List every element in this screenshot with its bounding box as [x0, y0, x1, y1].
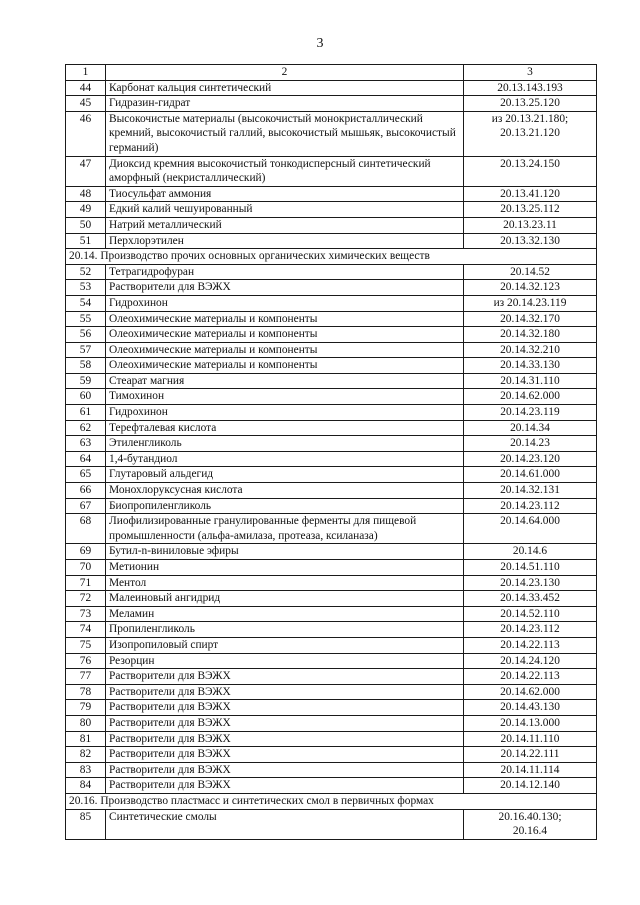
product-name: Перхлорэтилен — [106, 233, 464, 249]
okpd-code — [464, 311, 597, 327]
okpd-code-line: 20.14.32.210 — [500, 343, 560, 356]
okpd-code — [464, 156, 597, 186]
okpd-code-line: 20.14.32.123 — [500, 281, 560, 294]
okpd-code — [464, 715, 597, 731]
row-number: 60 — [66, 389, 106, 405]
table-row — [66, 637, 597, 653]
okpd-code-line: 20.16.40.130; — [498, 810, 562, 823]
okpd-code — [464, 111, 597, 156]
okpd-code — [464, 778, 597, 794]
row-number: 47 — [66, 156, 106, 186]
okpd-code — [464, 700, 597, 716]
table-row — [66, 295, 597, 311]
okpd-code — [464, 591, 597, 607]
product-name: Меламин — [106, 606, 464, 622]
product-name: Олеохимические материалы и компоненты — [106, 327, 464, 343]
okpd-code-line: 20.14.23 — [510, 437, 550, 450]
row-number: 73 — [66, 606, 106, 622]
product-name: Растворители для ВЭЖХ — [106, 684, 464, 700]
product-name: Высокочистые материалы (высокочистый монокристаллический кремний, высокочистый галлий, высокочистый мышьяк, высокочистый германий) — [106, 111, 464, 156]
okpd-code — [464, 96, 597, 112]
okpd-code-line: 20.14.23.112 — [500, 499, 560, 512]
table-row — [66, 684, 597, 700]
row-number: 58 — [66, 358, 106, 374]
table-row — [66, 514, 597, 544]
okpd-code — [464, 186, 597, 202]
table-row — [66, 436, 597, 452]
product-name: Синтетические смолы — [106, 809, 464, 839]
table-row — [66, 606, 597, 622]
okpd-code — [464, 575, 597, 591]
okpd-code-line: 20.14.23.119 — [500, 406, 560, 419]
table-row — [66, 202, 597, 218]
product-name: Олеохимические материалы и компоненты — [106, 342, 464, 358]
product-name: Тетрагидрофуран — [106, 264, 464, 280]
row-number: 82 — [66, 747, 106, 763]
okpd-code-line: 20.16.4 — [512, 825, 548, 838]
okpd-code — [464, 498, 597, 514]
okpd-code-line: 20.14.6 — [512, 545, 548, 558]
section-heading: 20.16. Производство пластмасс и синтетических смол в первичных формах — [66, 793, 597, 809]
product-name: Диоксид кремния высокочистый тонкодисперсный синтетический аморфный (некристаллический) — [106, 156, 464, 186]
page-number: 3 — [316, 36, 324, 51]
product-name: Растворители для ВЭЖХ — [106, 778, 464, 794]
section-heading-row — [66, 249, 597, 265]
okpd-code-line: 20.14.32.131 — [500, 484, 560, 497]
product-name: Монохлоруксусная кислота — [106, 483, 464, 499]
okpd-code-line: 20.13.24.150 — [500, 157, 560, 170]
row-number: 75 — [66, 637, 106, 653]
product-name: Тиосульфат аммония — [106, 186, 464, 202]
product-name: Олеохимические материалы и компоненты — [106, 311, 464, 327]
okpd-code — [464, 483, 597, 499]
okpd-code-line: 20.14.64.000 — [500, 515, 560, 528]
row-number: 77 — [66, 669, 106, 685]
row-number: 66 — [66, 483, 106, 499]
okpd-code — [464, 762, 597, 778]
okpd-code-line: из 20.14.23.119 — [493, 296, 567, 309]
okpd-code-line: 20.13.41.120 — [500, 187, 560, 200]
row-number: 67 — [66, 498, 106, 514]
okpd-code-line: 20.14.51.110 — [500, 561, 560, 573]
row-number: 51 — [66, 233, 106, 249]
row-number: 68 — [66, 514, 106, 544]
okpd-code-line: 20.14.22.113 — [500, 670, 560, 683]
okpd-code-line: 20.14.11.114 — [500, 763, 560, 776]
okpd-code — [464, 731, 597, 747]
product-name: Ментол — [106, 575, 464, 591]
okpd-code — [464, 373, 597, 389]
row-number: 54 — [66, 295, 106, 311]
product-name: Растворители для ВЭЖХ — [106, 700, 464, 716]
okpd-code — [464, 327, 597, 343]
product-name: Растворители для ВЭЖХ — [106, 280, 464, 296]
table-row — [66, 264, 597, 280]
row-number: 78 — [66, 684, 106, 700]
okpd-code — [464, 202, 597, 218]
table-row — [66, 591, 597, 607]
okpd-code-line: 20.14.62.000 — [500, 390, 560, 403]
product-name: Гидразин-гидрат — [106, 96, 464, 112]
table-row — [66, 747, 597, 763]
table-row — [66, 358, 597, 374]
row-number: 59 — [66, 373, 106, 389]
table-row — [66, 809, 597, 839]
product-name: Метионин — [106, 560, 464, 576]
table-row — [66, 327, 597, 343]
table-row — [66, 80, 597, 96]
row-number: 62 — [66, 420, 106, 436]
okpd-code-line: 20.13.32.130 — [500, 234, 560, 247]
okpd-code-line: 20.14.22.113 — [500, 638, 560, 651]
okpd-code-line: 20.14.34 — [510, 421, 550, 434]
product-name: Биопропиленгликоль — [106, 498, 464, 514]
row-number: 46 — [66, 111, 106, 156]
section-heading-row — [66, 793, 597, 809]
row-number: 84 — [66, 778, 106, 794]
okpd-code-line: 20.14.33.452 — [500, 592, 560, 605]
row-number: 45 — [66, 96, 106, 112]
product-name: 1,4-бутандиол — [106, 451, 464, 467]
product-name: Едкий калий чешуированный — [106, 202, 464, 218]
product-name: Гидрохинон — [106, 295, 464, 311]
row-number: 61 — [66, 405, 106, 421]
product-name: Пропиленгликоль — [106, 622, 464, 638]
okpd-code — [464, 544, 597, 560]
table-row — [66, 217, 597, 233]
okpd-code-line: 20.14.52.110 — [500, 607, 560, 620]
okpd-code — [464, 389, 597, 405]
table-row — [66, 233, 597, 249]
product-name: Малеиновый ангидрид — [106, 591, 464, 607]
okpd-code-line: 20.14.23.120 — [500, 452, 560, 465]
product-name: Растворители для ВЭЖХ — [106, 731, 464, 747]
okpd-code-line: 20.13.21.120 — [500, 127, 560, 140]
row-number: 55 — [66, 311, 106, 327]
row-number: 81 — [66, 731, 106, 747]
table-row — [66, 560, 597, 576]
product-name: Карбонат кальция синтетический — [106, 80, 464, 96]
row-number: 65 — [66, 467, 106, 483]
header-row — [66, 65, 597, 81]
okpd-code-line: 20.14.24.120 — [500, 654, 560, 667]
table-row — [66, 762, 597, 778]
okpd-code — [464, 217, 597, 233]
row-number: 85 — [66, 809, 106, 839]
row-number: 74 — [66, 622, 106, 638]
row-number: 70 — [66, 560, 106, 576]
row-number: 76 — [66, 653, 106, 669]
product-name: Бутил-n-виниловые эфиры — [106, 544, 464, 560]
okpd-code-line: 20.14.32.180 — [500, 328, 560, 341]
okpd-code — [464, 684, 597, 700]
okpd-code-line: 20.14.22.111 — [500, 748, 560, 761]
table-row — [66, 111, 597, 156]
okpd-code-line: 20.14.32.170 — [500, 312, 560, 325]
okpd-code — [464, 669, 597, 685]
okpd-code — [464, 514, 597, 544]
row-number: 49 — [66, 202, 106, 218]
table-row — [66, 653, 597, 669]
table-row — [66, 483, 597, 499]
okpd-code-line: 20.13.143.193 — [497, 81, 563, 94]
row-number: 64 — [66, 451, 106, 467]
table-row — [66, 715, 597, 731]
okpd-code-line: 20.13.23.11 — [503, 218, 557, 231]
okpd-code — [464, 295, 597, 311]
table-row — [66, 451, 597, 467]
okpd-code — [464, 747, 597, 763]
row-number: 52 — [66, 264, 106, 280]
table-row — [66, 700, 597, 716]
okpd-code — [464, 560, 597, 576]
product-name: Тимохинон — [106, 389, 464, 405]
table-row — [66, 389, 597, 405]
okpd-code — [464, 405, 597, 421]
product-name: Лиофилизированные гранулированные ферменты для пищевой промышленности (альфа-амилаза, протеаза, ксиланаза) — [106, 514, 464, 544]
product-name: Глутаровый альдегид — [106, 467, 464, 483]
okpd-code — [464, 436, 597, 452]
row-number: 44 — [66, 80, 106, 96]
okpd-code — [464, 342, 597, 358]
table-row — [66, 405, 597, 421]
product-name: Этиленгликоль — [106, 436, 464, 452]
okpd-code-line: 20.14.43.130 — [500, 701, 560, 714]
okpd-code-line: 20.14.23.130 — [500, 576, 560, 589]
okpd-code — [464, 280, 597, 296]
product-name: Олеохимические материалы и компоненты — [106, 358, 464, 374]
row-number: 71 — [66, 575, 106, 591]
row-number: 80 — [66, 715, 106, 731]
product-name: Стеарат магния — [106, 373, 464, 389]
okpd-code — [464, 622, 597, 638]
okpd-code — [464, 233, 597, 249]
table-row — [66, 280, 597, 296]
row-number: 57 — [66, 342, 106, 358]
table-row — [66, 778, 597, 794]
product-name: Резорцин — [106, 653, 464, 669]
okpd-code — [464, 80, 597, 96]
row-number: 79 — [66, 700, 106, 716]
okpd-code-line: 20.14.33.130 — [500, 359, 560, 372]
okpd-code — [464, 653, 597, 669]
column-header-2: 2 — [106, 65, 464, 81]
product-name: Растворители для ВЭЖХ — [106, 747, 464, 763]
table-row — [66, 622, 597, 638]
okpd-code — [464, 467, 597, 483]
okpd-code — [464, 264, 597, 280]
table-row — [66, 420, 597, 436]
product-name: Растворители для ВЭЖХ — [106, 762, 464, 778]
table-row — [66, 575, 597, 591]
okpd-code — [464, 606, 597, 622]
okpd-code-line: 20.14.12.140 — [500, 779, 560, 792]
table-row — [66, 467, 597, 483]
table-row — [66, 544, 597, 560]
row-number: 63 — [66, 436, 106, 452]
product-name: Растворители для ВЭЖХ — [106, 715, 464, 731]
table-row — [66, 373, 597, 389]
okpd-code-line: 20.14.31.110 — [500, 374, 560, 387]
table-row — [66, 156, 597, 186]
okpd-code — [464, 809, 597, 839]
product-name: Натрий металлический — [106, 217, 464, 233]
table-row — [66, 186, 597, 202]
product-name: Гидрохинон — [106, 405, 464, 421]
table-row — [66, 498, 597, 514]
row-number: 83 — [66, 762, 106, 778]
okpd-code-line: 20.14.11.110 — [500, 732, 560, 745]
section-heading: 20.14. Производство прочих основных органических химических веществ — [66, 249, 597, 265]
product-name: Терефталевая кислота — [106, 420, 464, 436]
okpd-code-line: 20.14.13.000 — [500, 716, 560, 729]
okpd-code-line: 20.13.25.120 — [500, 97, 560, 110]
okpd-code — [464, 358, 597, 374]
table-row — [66, 669, 597, 685]
okpd-code-line: 20.14.61.000 — [500, 468, 560, 481]
okpd-code-line: 20.14.52 — [510, 265, 550, 278]
okpd-code-line: из 20.13.21.180; — [491, 112, 569, 125]
row-number: 48 — [66, 186, 106, 202]
product-name: Изопропиловый спирт — [106, 637, 464, 653]
okpd-code — [464, 420, 597, 436]
okpd-code-line: 20.14.62.000 — [500, 685, 560, 698]
table-row — [66, 96, 597, 112]
okpd-code — [464, 637, 597, 653]
table-row — [66, 342, 597, 358]
table-row — [66, 311, 597, 327]
okpd-code — [464, 451, 597, 467]
row-number: 50 — [66, 217, 106, 233]
column-header-3: 3 — [464, 65, 597, 81]
row-number: 53 — [66, 280, 106, 296]
row-number: 69 — [66, 544, 106, 560]
row-number: 56 — [66, 327, 106, 343]
column-header-1: 1 — [66, 65, 106, 81]
table-row — [66, 731, 597, 747]
okpd-code-line: 20.14.23.112 — [500, 623, 560, 636]
products-table-body — [66, 65, 597, 840]
row-number: 72 — [66, 591, 106, 607]
product-name: Растворители для ВЭЖХ — [106, 669, 464, 685]
okpd-code-line: 20.13.25.112 — [500, 203, 560, 216]
products-table — [65, 64, 597, 840]
